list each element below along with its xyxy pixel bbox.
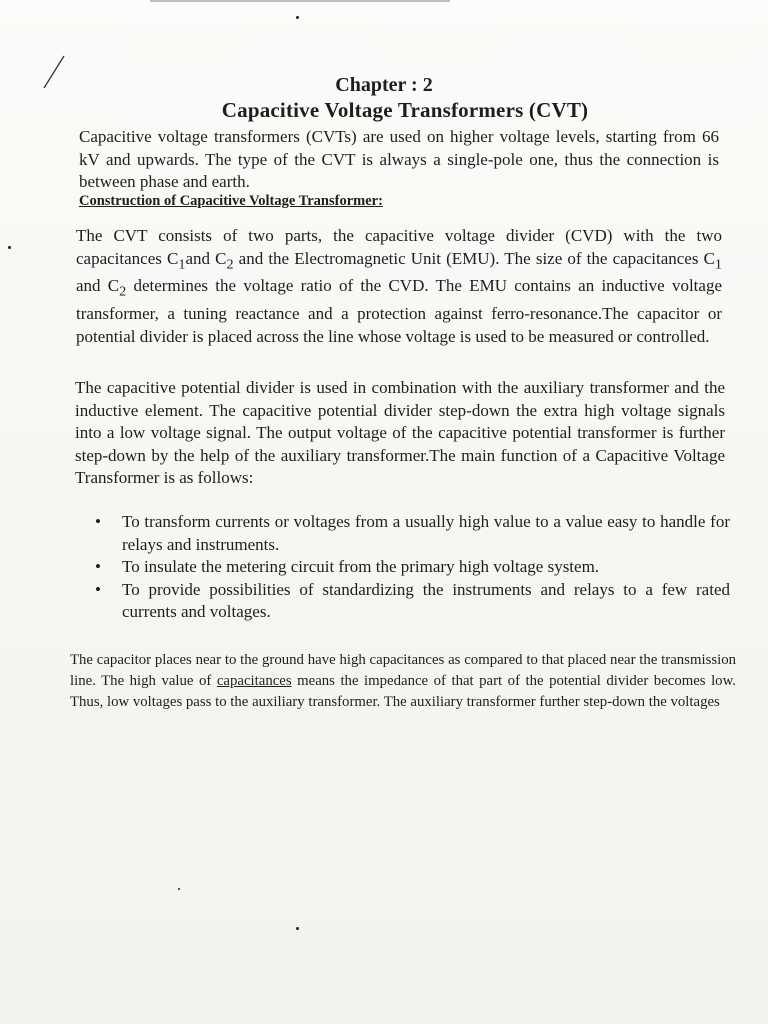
text-run: and C bbox=[76, 276, 120, 296]
section-heading: Construction of Capacitive Voltage Transformer: bbox=[79, 193, 383, 209]
speck-dot bbox=[296, 927, 299, 930]
speck-dot bbox=[8, 246, 11, 249]
subscript: 2 bbox=[226, 255, 234, 272]
speck-dot bbox=[178, 888, 180, 890]
construction-paragraph bbox=[76, 225, 722, 348]
list-item-text: To transform currents or voltages from a usually high value to a value easy to handle for relays and instruments. bbox=[122, 512, 730, 554]
text-run: The capacitor places near to the ground have high capacitances as compared to that placed near the transmission line. The high value of bbox=[70, 652, 736, 689]
subscript: 2 bbox=[119, 283, 127, 300]
intro-paragraph: Capacitive voltage transformers (CVTs) are used on higher voltage levels, starting from 66 kV and upwards. The type of the CVT is always a single-pole one, thus the connection is between phase and earth. bbox=[79, 127, 719, 191]
chapter-heading: Chapter : 2 bbox=[335, 74, 433, 96]
text-run: The CVT consists of two parts, the capacitive voltage divider (CVD) with the two capacitances C bbox=[76, 226, 722, 268]
text-run: determines the voltage ratio of the CVD. The EMU contains an inductive voltage transformer, a tuning reactance and a protection against ferro-resonance.The capacitor or potential divider is placed across the line whose voltage is used to be measured or controlled. bbox=[76, 276, 722, 346]
chapter-title: Capacitive Voltage Transformers (CVT) bbox=[221, 98, 589, 122]
list-item-text: To provide possibilities of standardizing the instruments and relays to a few rated currents and voltages. bbox=[122, 579, 730, 621]
closing-paragraph bbox=[70, 650, 736, 713]
subscript: 1 bbox=[714, 255, 722, 272]
bullet-icon: • bbox=[95, 512, 101, 531]
text-run: means the impedance of that part of the potential divider becomes low. Thus, low voltages pass to the auxiliary transformer. The auxiliary transformer further step-down the voltages bbox=[70, 673, 737, 710]
speck-dot bbox=[296, 16, 299, 19]
list-item bbox=[90, 511, 730, 556]
functions-list bbox=[90, 511, 730, 624]
list-item bbox=[90, 556, 730, 579]
bullet-icon: • bbox=[95, 579, 101, 599]
underlined-word: capacitances bbox=[216, 673, 292, 689]
list-item-text: To insulate the metering circuit from the primary high voltage system. bbox=[122, 557, 600, 576]
bullet-icon: • bbox=[95, 557, 101, 576]
top-edge-line bbox=[150, 0, 450, 2]
text-run: and C bbox=[185, 248, 227, 268]
subscript: 1 bbox=[178, 255, 186, 272]
text-run: and the Electromagnetic Unit (EMU). The size of the capacitances C bbox=[233, 248, 715, 268]
list-item bbox=[90, 579, 730, 624]
divider-paragraph: The capacitive potential divider is used in combination with the auxiliary transformer and the inductive element. The capacitive potential divider step-down the extra high voltage signals into a low voltage signal. The output voltage of the capacitive potential transformer is further step-down by the help of the auxiliary transformer.The main function of a Capacitive Voltage Transformer is as follows: bbox=[75, 378, 725, 487]
